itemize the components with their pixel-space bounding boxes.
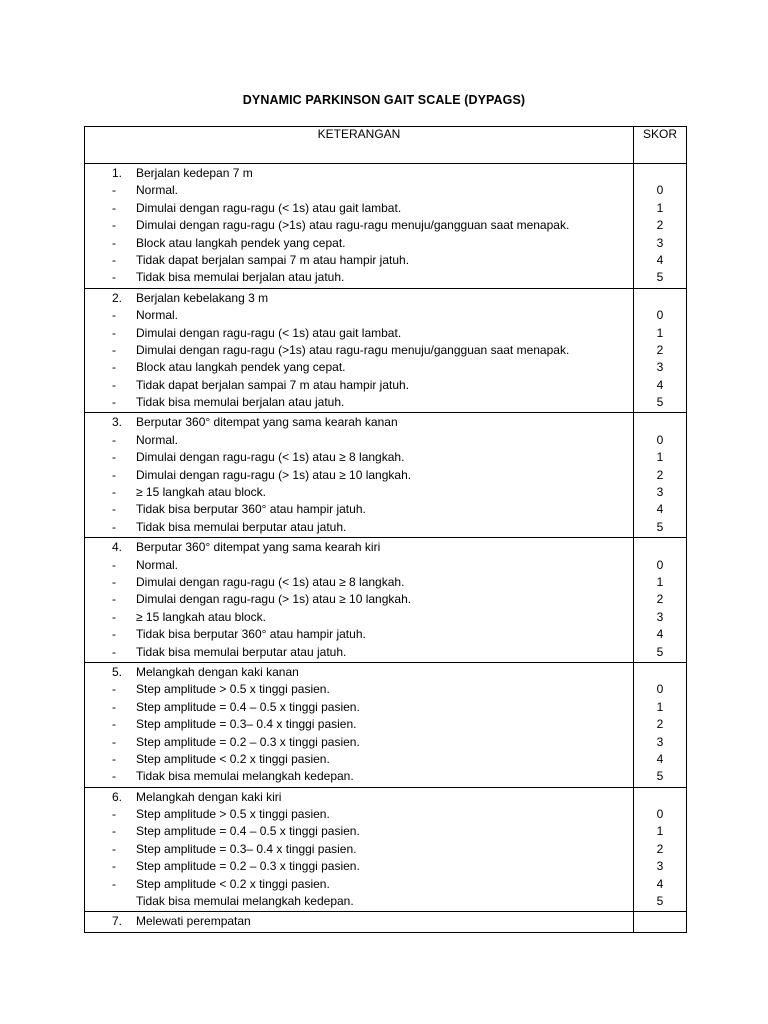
- item-marker: -: [112, 218, 116, 233]
- section-description-cell: [85, 662, 634, 787]
- list-item: [85, 432, 633, 449]
- item-marker: -: [112, 467, 116, 482]
- item-marker: -: [112, 377, 116, 392]
- item-score: 3: [656, 609, 664, 624]
- item-text: Dimulai dengan ragu-ragu (>1s) atau ragu-ragu menuju/gangguan saat menapak.: [136, 218, 570, 233]
- item-marker: -: [112, 609, 116, 624]
- list-item: [85, 519, 633, 536]
- item-marker: -: [112, 200, 116, 215]
- item-score: 3: [656, 360, 664, 375]
- section-score-cell: [634, 538, 687, 663]
- document-title: DYNAMIC PARKINSON GAIT SCALE (DYPAGS): [242, 93, 526, 107]
- section-heading: [85, 913, 633, 930]
- list-item: [85, 200, 633, 217]
- item-text: Tidak bisa memulai berputar atau jatuh.: [136, 519, 347, 534]
- item-marker: -: [112, 450, 116, 465]
- item-score: 1: [656, 325, 664, 340]
- item-marker: -: [112, 519, 116, 534]
- item-score: 1: [656, 450, 664, 465]
- item-marker: -: [112, 859, 116, 874]
- list-item: [85, 359, 633, 376]
- item-score: 5: [656, 270, 664, 285]
- list-item: [85, 307, 633, 324]
- item-text: Step amplitude = 0.2 – 0.3 x tinggi pasien.: [136, 859, 360, 874]
- item-marker: -: [112, 734, 116, 749]
- item-text: Tidak bisa memulai melangkah kedepan.: [136, 894, 354, 909]
- score-spacer: [634, 165, 686, 182]
- item-text: Normal.: [136, 432, 179, 447]
- section-description-cell: [85, 912, 634, 932]
- section-number: 4.: [112, 540, 123, 555]
- section-score-cell: [634, 288, 687, 413]
- item-text: Step amplitude = 0.2 – 0.3 x tinggi pasien.: [136, 734, 360, 749]
- list-item: [85, 377, 633, 394]
- score-spacer: [634, 414, 686, 431]
- item-text: Normal.: [136, 308, 179, 323]
- section-heading-text: Berjalan kebelakang 3 m: [136, 290, 269, 305]
- item-marker: -: [112, 699, 116, 714]
- list-item: [85, 252, 633, 269]
- item-score: 3: [656, 859, 664, 874]
- list-item: [85, 217, 633, 234]
- table-row: [85, 787, 687, 912]
- section-number: 6.: [112, 789, 123, 804]
- item-marker: -: [112, 325, 116, 340]
- item-marker: -: [112, 360, 116, 375]
- score-spacer: [634, 913, 686, 930]
- section-score-cell: [634, 164, 687, 289]
- section-heading: [85, 165, 633, 182]
- item-score: 0: [656, 557, 664, 572]
- item-score: 0: [656, 308, 664, 323]
- item-text: Tidak bisa memulai berjalan atau jatuh.: [136, 395, 345, 410]
- list-item: [85, 681, 633, 698]
- table-row: [85, 413, 687, 538]
- score-spacer: [634, 664, 686, 681]
- item-score: 5: [656, 894, 664, 909]
- list-item: [85, 574, 633, 591]
- item-text: Dimulai dengan ragu-ragu (> 1s) atau ≥ 10 langkah.: [136, 467, 412, 482]
- table-row: [85, 912, 687, 932]
- item-score: 2: [656, 467, 664, 482]
- item-text: Normal.: [136, 557, 179, 572]
- item-marker: -: [112, 235, 116, 250]
- section-score-cell: [634, 912, 687, 932]
- list-item: [85, 734, 633, 751]
- item-text: Dimulai dengan ragu-ragu (> 1s) atau ≥ 10 langkah.: [136, 592, 412, 607]
- item-marker: -: [112, 308, 116, 323]
- list-item: [85, 751, 633, 768]
- item-marker: -: [112, 751, 116, 766]
- item-text: Step amplitude < 0.2 x tinggi pasien.: [136, 751, 330, 766]
- item-text: Step amplitude > 0.5 x tinggi pasien.: [136, 682, 330, 697]
- item-text: Step amplitude < 0.2 x tinggi pasien.: [136, 876, 330, 891]
- item-marker: -: [112, 183, 116, 198]
- item-score: 1: [656, 699, 664, 714]
- item-score: 2: [656, 592, 664, 607]
- item-text: Tidak bisa memulai berjalan atau jatuh.: [136, 270, 345, 285]
- item-text: Step amplitude = 0.4 – 0.5 x tinggi pasien.: [136, 824, 360, 839]
- item-score: 4: [656, 252, 664, 267]
- item-text: Dimulai dengan ragu-ragu (< 1s) atau gait lambat.: [136, 325, 402, 340]
- item-text: ≥ 15 langkah atau block.: [136, 609, 267, 624]
- list-item: [85, 449, 633, 466]
- list-item: [85, 768, 633, 785]
- table-row: [85, 164, 687, 289]
- section-score-cell: [634, 413, 687, 538]
- item-text: Block atau langkah pendek yang cepat.: [136, 360, 346, 375]
- item-marker: -: [112, 395, 116, 410]
- list-item: [85, 876, 633, 893]
- table-header-row: [85, 127, 687, 164]
- item-text: Dimulai dengan ragu-ragu (< 1s) atau ≥ 8 langkah.: [136, 450, 405, 465]
- item-text: Step amplitude = 0.3– 0.4 x tinggi pasien.: [136, 717, 357, 732]
- item-score: 4: [656, 377, 664, 392]
- item-text: Step amplitude = 0.3– 0.4 x tinggi pasien.: [136, 841, 357, 856]
- item-text: Tidak bisa berputar 360° atau hampir jatuh.: [136, 627, 366, 642]
- section-description-cell: [85, 413, 634, 538]
- list-item: [85, 484, 633, 501]
- score-spacer: [634, 789, 686, 806]
- column-header-score: SKOR: [634, 127, 687, 164]
- item-score: 0: [656, 183, 664, 198]
- item-score: 1: [656, 200, 664, 215]
- section-heading: [85, 664, 633, 681]
- item-score: 5: [656, 519, 664, 534]
- list-item: [85, 626, 633, 643]
- item-score: 2: [656, 218, 664, 233]
- list-item: [85, 557, 633, 574]
- item-marker: -: [112, 841, 116, 856]
- section-heading-text: Berputar 360° ditempat yang sama kearah kiri: [136, 540, 381, 555]
- section-heading-text: Berputar 360° ditempat yang sama kearah kanan: [136, 415, 398, 430]
- item-marker: -: [112, 574, 116, 589]
- section-heading: [85, 414, 633, 431]
- item-text: Tidak bisa memulai berputar atau jatuh.: [136, 644, 347, 659]
- list-item: [85, 609, 633, 626]
- item-text: Normal.: [136, 183, 179, 198]
- item-text: Tidak bisa berputar 360° atau hampir jatuh.: [136, 502, 366, 517]
- section-score-cell: [634, 662, 687, 787]
- section-heading: [85, 539, 633, 556]
- item-score: 0: [656, 432, 664, 447]
- item-marker: -: [112, 252, 116, 267]
- item-score: 4: [656, 751, 664, 766]
- item-text: Block atau langkah pendek yang cepat.: [136, 235, 346, 250]
- item-text: Dimulai dengan ragu-ragu (< 1s) atau gait lambat.: [136, 200, 402, 215]
- item-marker: -: [112, 432, 116, 447]
- item-marker: -: [112, 592, 116, 607]
- section-score-cell: [634, 787, 687, 912]
- section-heading-text: Melangkah dengan kaki kanan: [136, 664, 299, 679]
- list-item: [85, 699, 633, 716]
- item-score: 5: [656, 769, 664, 784]
- list-item: [85, 823, 633, 840]
- item-marker: -: [112, 807, 116, 822]
- item-text: Tidak dapat berjalan sampai 7 m atau hampir jatuh.: [136, 377, 410, 392]
- list-item: [85, 182, 633, 199]
- list-item: [85, 893, 633, 910]
- item-score: 5: [656, 644, 664, 659]
- item-score: 3: [656, 485, 664, 500]
- item-marker: -: [112, 502, 116, 517]
- item-score: 2: [656, 841, 664, 856]
- item-marker: -: [112, 644, 116, 659]
- list-item: [85, 235, 633, 252]
- list-item: [85, 806, 633, 823]
- item-marker: -: [112, 342, 116, 357]
- item-text: Tidak dapat berjalan sampai 7 m atau hampir jatuh.: [136, 252, 410, 267]
- item-score: 3: [656, 235, 664, 250]
- list-item: [85, 342, 633, 359]
- gait-scale-table: [84, 126, 687, 933]
- item-text: Dimulai dengan ragu-ragu (< 1s) atau ≥ 8 langkah.: [136, 574, 405, 589]
- section-heading-text: Melangkah dengan kaki kiri: [136, 789, 282, 804]
- item-text: Step amplitude > 0.5 x tinggi pasien.: [136, 807, 330, 822]
- section-description-cell: [85, 787, 634, 912]
- table-row: [85, 288, 687, 413]
- item-score: 4: [656, 502, 664, 517]
- list-item: [85, 644, 633, 661]
- list-item: [85, 841, 633, 858]
- item-score: 4: [656, 627, 664, 642]
- item-text: Tidak bisa memulai melangkah kedepan.: [136, 769, 354, 784]
- item-score: 4: [656, 876, 664, 891]
- score-spacer: [634, 539, 686, 556]
- item-text: Step amplitude = 0.4 – 0.5 x tinggi pasien.: [136, 699, 360, 714]
- item-score: 1: [656, 824, 664, 839]
- item-text: Dimulai dengan ragu-ragu (>1s) atau ragu-ragu menuju/gangguan saat menapak.: [136, 342, 570, 357]
- section-number: 1.: [112, 166, 123, 180]
- item-marker: -: [112, 682, 116, 697]
- section-number: 2.: [112, 290, 123, 305]
- list-item: [85, 591, 633, 608]
- list-item: [85, 325, 633, 342]
- item-marker: -: [112, 270, 116, 285]
- item-score: 3: [656, 734, 664, 749]
- item-score: 0: [656, 807, 664, 822]
- item-marker: -: [112, 824, 116, 839]
- item-marker: -: [112, 485, 116, 500]
- section-description-cell: [85, 538, 634, 663]
- list-item: [85, 467, 633, 484]
- item-score: 2: [656, 717, 664, 732]
- section-heading-text: Melewati perempatan: [136, 914, 251, 929]
- list-item: [85, 394, 633, 411]
- item-text: ≥ 15 langkah atau block.: [136, 485, 267, 500]
- table-row: [85, 662, 687, 787]
- section-description-cell: [85, 164, 634, 289]
- list-item: [85, 858, 633, 875]
- section-heading: [85, 290, 633, 307]
- section-number: 7.: [112, 914, 123, 929]
- column-header-description: KETERANGAN: [85, 127, 634, 164]
- list-item: [85, 501, 633, 518]
- section-heading-text: Berjalan kedepan 7 m: [136, 166, 253, 180]
- item-marker: -: [112, 769, 116, 784]
- section-number: 3.: [112, 415, 123, 430]
- table-row: [85, 538, 687, 663]
- score-spacer: [634, 290, 686, 307]
- section-heading: [85, 789, 633, 806]
- section-number: 5.: [112, 664, 123, 679]
- item-marker: -: [112, 717, 116, 732]
- section-description-cell: [85, 288, 634, 413]
- item-marker: -: [112, 557, 116, 572]
- item-score: 2: [656, 342, 664, 357]
- list-item: [85, 269, 633, 286]
- item-marker: -: [112, 627, 116, 642]
- item-score: 0: [656, 682, 664, 697]
- item-score: 5: [656, 395, 664, 410]
- item-score: 1: [656, 574, 664, 589]
- item-marker: -: [112, 876, 116, 891]
- list-item: [85, 716, 633, 733]
